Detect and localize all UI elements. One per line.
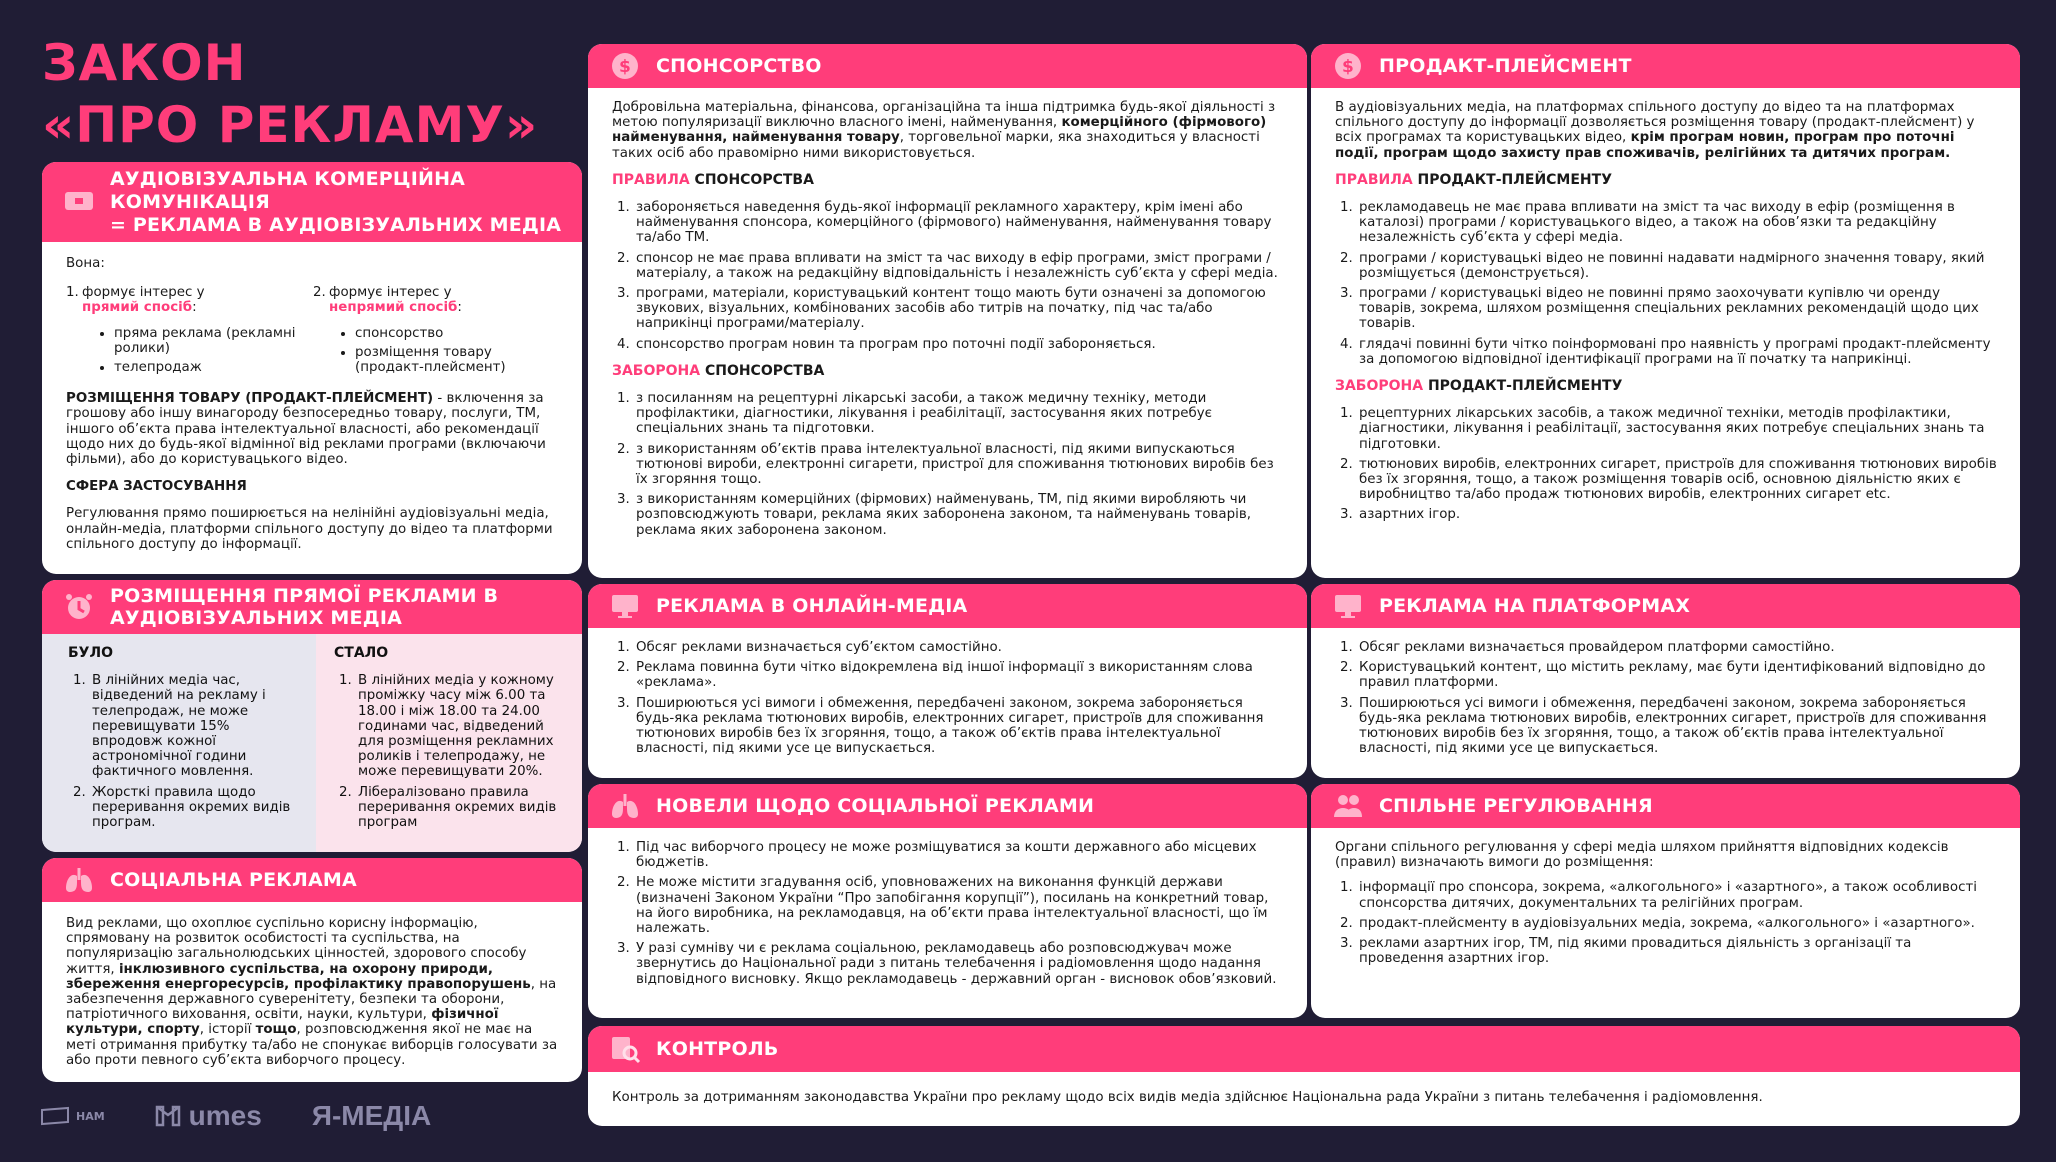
svg-text:$: $	[1341, 57, 1355, 77]
list-item: 3. Поширюються усі вимоги і обмеження, передбачені законом, зокрема забороняється будь-яка реклама тютюнових виробів, електронних сигарет, пристроїв для споживання тютюнових виробів без їх згоряння, тощо, а також об’єктів права інтелектуальної власності, під якими усе це випускається.	[634, 696, 1285, 757]
avk-scope-text: Регулювання прямо поширюється на нелінійні аудіовізуальні медіа, онлайн-медіа, платформи спільного доступу до відео та платформи спільного доступу до інформації.	[66, 506, 553, 552]
direct-ads-card	[42, 580, 582, 852]
list-item: • розміщення товару (продакт-плейсмент)	[355, 345, 560, 375]
lungs-icon	[62, 863, 96, 897]
lungs-icon	[608, 789, 642, 823]
screen-icon	[62, 185, 96, 219]
list-item: • пряма реклама (рекламні ролики)	[114, 326, 313, 356]
search-icon	[608, 1032, 642, 1066]
avk-col2-a: формує інтерес у	[329, 285, 452, 301]
dollar-icon	[1331, 49, 1365, 83]
co-regulation-intro: Органи спільного регулювання у сфері медіа шляхом прийняття відповідних кодексів (правил) визначають вимоги до розміщення:	[1335, 840, 1949, 871]
avk-scope-title: СФЕРА ЗАСТОСУВАННЯ	[66, 479, 247, 495]
list-item: 2. тютюнових виробів, електронних сигарет, пристроїв для споживання тютюнових виробів без їх згоряння, тощо, а також розміщення товарів осіб, основною діяльністю яких є виробництво та/або продаж тютюнових виробів, електронних сигарет etc.	[1357, 457, 1998, 503]
product-placement-header	[1311, 44, 2020, 88]
sponsorship-title: СПОНСОРСТВО	[656, 55, 822, 77]
list-item: 2. продакт-плейсменту в аудіовізуальних медіа, зокрема, «алкогольного» і «азартного».	[1357, 916, 1998, 931]
list-item: 2. Жорсткі правила щодо переривання окремих видів програм.	[90, 785, 298, 831]
co-regulation-header	[1311, 784, 2020, 828]
list-item: 4. глядачі повинні бути чітко поінформовані про наявність у програмі продакт-плейсменту за допомогою відповідної ідентифікації програми на її початку та наприкінці.	[1357, 337, 1998, 367]
list-item: 1. Обсяг реклами визначається суб’єктом самостійно.	[634, 640, 1285, 655]
list-item: 4. спонсорство програм новин та програм про поточні події забороняється.	[634, 337, 1285, 352]
avk-pp-title: РОЗМІЩЕННЯ ТОВАРУ (ПРОДАКТ-ПЛЕЙСМЕНТ)	[66, 391, 434, 407]
sponsorship-rules-title: ПРАВИЛА СПОНСОРСТВА	[612, 171, 814, 188]
list-item: 3. У разі сумніву чи є реклама соціальною, рекламодавець або розповсюджувач може звернутись до Національної ради з питань телебачення і радіомовлення щодо надання відповідного висновку. Якщо рекламодавець - державний орган - висновок обов’язковий.	[634, 941, 1285, 987]
list-item: 1. рецептурних лікарських засобів, а також медичної техніки, методів профілактики, діагностики, лікування і реабілітації, застосування яких потребує спеціальних знань та підготовки.	[1357, 406, 1998, 452]
avk-col1-a: формує інтерес у	[82, 285, 205, 301]
direct-ads-title: РОЗМІЩЕННЯ ПРЯМОЇ РЕКЛАМИ В АУДІОВІЗУАЛЬНИХ МЕДІА	[110, 585, 499, 629]
title-line-2: «ПРО РЕКЛАМУ»	[42, 96, 539, 154]
monitor-icon	[608, 589, 642, 623]
list-item: 2. програми / користувацькі відео не повинні надавати надмірного значення товару, який розміщується (демонструється).	[1357, 251, 1998, 281]
nam-logo-mark	[40, 1106, 70, 1126]
list-item: 2. Користувацький контент, що містить рекламу, має бути ідентифікований відповідно до правил платформи.	[1357, 660, 1998, 690]
control-text: Контроль за дотриманням законодавства України про рекламу щодо всіх видів медіа здійснює Національна рада України з питань телебачення і радіомовлення.	[612, 1090, 1763, 1105]
sponsorship-header	[588, 44, 1307, 88]
list-item: 1. В лінійних медіа час, відведений на рекламу і телепродаж, не може перевищувати 15% впродовж кожної астрономічної години фактичного мовлення.	[90, 673, 298, 779]
list-item: 1. В лінійних медіа у кожному проміжку часу між 6.00 та 18.00 і між 18.00 та 24.00 годинами час, відведений для розміщення рекламних роликів і телепродажу, не може перевищувати 20%.	[356, 673, 564, 779]
sponsorship-intro: Добровільна матеріальна, фінансова, організаційна та інша підтримка будь-якої діяльності з метою популяризації виключно власного імені, найменування, комерційного (фірмового) найменування, найменування товару, торговельної марки, яка знаходиться у власності таких осіб або правомірно ними використовується.	[612, 100, 1276, 161]
list-item: 2. з використанням об’єктів права інтелектуальної власності, під якими випускаються тютюнові вироби, електронні сигарети, пристрої для споживання тютюнових виробів без їх згоряння тощо.	[634, 442, 1285, 488]
online-media-header	[588, 584, 1307, 628]
product-placement-rules-title: ПРАВИЛА ПРОДАКТ-ПЛЕЙСМЕНТУ	[1335, 171, 1612, 188]
avk-she: Вона:	[66, 256, 105, 271]
social-ads-card	[42, 858, 582, 1082]
list-item: 2. Реклама повинна бути чітко відокремлена від іншої інформації з використанням слова «реклама».	[634, 660, 1285, 690]
list-item: 1. забороняється наведення будь-якої інформації рекламного характеру, крім імені або найменування спонсора, комерційного (фірмового) найменування, найменування товару та/або ТМ.	[634, 200, 1285, 246]
online-media-card	[588, 584, 1307, 778]
list-item: 1. Під час виборчого процесу не може розміщуватися за кошти державного або місцевих бюджетів.	[634, 840, 1285, 870]
list-item: 1. з посиланням на рецептурні лікарські засоби, а також медичну техніку, методи профілактики, діагностики, лікування і реабілітації, застосування яких потребує спеціальних знань та підготовки.	[634, 391, 1285, 437]
list-item: 3. програми / користувацькі відео не повинні прямо заохочувати купівлю чи оренду товарів, зокрема, шляхом розміщення спеціальних рекламних рекомендацій щодо цих товарів.	[1357, 286, 1998, 332]
people-icon	[1331, 789, 1365, 823]
list-item: 1. інформації про спонсора, зокрема, «алкогольного» і «азартного», а також особливості спонсорства дитячих, документальних та релігійних програм.	[1357, 880, 1998, 910]
avk-title: АУДІОВІЗУАЛЬНА КОМЕРЦІЙНА КОМУНІКАЦІЯ	[110, 167, 466, 213]
umes-logo-mark	[155, 1105, 181, 1127]
list-item: 3. з використанням комерційних (фірмових) найменувань, ТМ, під якими виробляють чи розповсюджують товари, реклама яких заборонена законом, та найменувань товарів, реклама яких заборонена законом.	[634, 492, 1285, 538]
dollar-icon	[608, 49, 642, 83]
list-item: • телепродаж	[114, 360, 313, 375]
product-placement-title: ПРОДАКТ-ПЛЕЙСМЕНТ	[1379, 55, 1632, 77]
direct-ads-header	[42, 580, 582, 634]
avk-subtitle: = РЕКЛАМА В АУДІОВІЗУАЛЬНИХ МЕДІА	[110, 213, 562, 236]
social-ads-title: СОЦІАЛЬНА РЕКЛАМА	[110, 869, 357, 891]
monitor-icon	[1331, 589, 1365, 623]
co-regulation-card	[1311, 784, 2020, 1018]
alarm-clock-icon	[62, 590, 96, 624]
title-line-1: ЗАКОН	[42, 34, 247, 92]
list-item: 2. Не може містити згадування осіб, уповноважених на виконання функцій держави (визначені Законом України “Про запобігання корупції”), посилань на конкретний товар, на його виробника, на рекламодавця, на об’єкти права інтелектуальної власності, що їм належать.	[634, 875, 1285, 936]
product-placement-intro: В аудіовізуальних медіа, на платформах спільного доступу до відео та на платформах спільного доступу до інформації дозволяється розміщення товару (продакт-плейсмент) у всіх програмах та користувацьких відео, крім програм новин, програм про поточні події, програм щодо захисту прав споживачів, релігійних та дитячих програм.	[1335, 100, 1975, 161]
list-item: 1. Обсяг реклами визначається провайдером платформи самостійно.	[1357, 640, 1998, 655]
nam-logo: НАМ	[40, 1106, 105, 1126]
before-column	[42, 634, 316, 852]
social-ads-header	[42, 858, 582, 902]
control-card	[588, 1026, 2020, 1126]
online-media-title: РЕКЛАМА В ОНЛАЙН-МЕДІА	[656, 595, 968, 617]
product-placement-ban-title: ЗАБОРОНА ПРОДАКТ-ПЛЕЙСМЕНТУ	[1335, 378, 1623, 395]
after-title: СТАЛО	[334, 645, 389, 661]
social-novels-card	[588, 784, 1307, 1018]
list-item: 3. Поширюються усі вимоги і обмеження, передбачені законом, зокрема забороняється будь-яка реклама тютюнових виробів, електронних сигарет, пристроїв для споживання тютюнових виробів без їх згоряння, тощо, а також об’єктів права інтелектуальної власності, під якими усе це випускається.	[1357, 696, 1998, 757]
avk-card: АУДІОВІЗУАЛЬНА КОМЕРЦІЙНА КОМУНІКАЦІЯ = РЕКЛАМА В АУДІОВІЗУАЛЬНИХ МЕДІА Вона: 1. формує інтерес у прямий спосіб: • пряма реклама (рекламні ролики) • телепродаж 2. формує інтерес у непрямий спосіб: • спонсорство • розміщення товару (продакт-плейсмент) РОЗМІЩЕННЯ ТОВАРУ (ПРОДАКТ-ПЛЕЙСМЕНТ) - включення за грошову або іншу винагороду безпосередньо товару, послуги, ТМ, іншого об’єкта права інтелектуальної власності, або рекомендації щодо них до будь-якої відмінної від реклами програми (включаючи фільми), або до користувацького відео. СФЕРА ЗАСТОСУВАННЯ Регулювання прямо поширюється на нелінійні аудіовізуальні медіа, онлайн-медіа, платформи спільного доступу до відео та платформи спільного доступу до інформації.	[42, 162, 582, 574]
svg-text:$: $	[618, 57, 632, 77]
list-item: 3. програми, матеріали, користувацький контент тощо мають бути означені за допомогою звукових, візуальних, комбінованих засобів або титрів на початку, під час та/або наприкінці програми/матеріалу.	[634, 286, 1285, 332]
co-regulation-title: СПІЛЬНЕ РЕГУЛЮВАННЯ	[1379, 795, 1653, 817]
platforms-header	[1311, 584, 2020, 628]
platforms-card	[1311, 584, 2020, 778]
avk-col2-b: непрямий спосіб	[329, 300, 458, 316]
list-item: 2. спонсор не має права впливати на зміст та час виходу в ефір програми, зміст програми / матеріалу, а також на редакційну відповідальність і незалежність суб’єкта у сфері медіа.	[634, 251, 1285, 281]
product-placement-card	[1311, 44, 2020, 578]
partner-logos	[40, 1100, 431, 1132]
platforms-title: РЕКЛАМА НА ПЛАТФОРМАХ	[1379, 595, 1691, 617]
after-column	[316, 634, 582, 852]
avk-pp-text: - включення за грошову або іншу винагороду безпосередньо товару, послуги, ТМ, іншого об’єкта права інтелектуальної власності, або рекомендації щодо них до будь-якої відмінної від реклами програми (включаючи фільми), або до користувацького відео.	[66, 391, 546, 468]
social-novels-title: НОВЕЛИ ЩОДО СОЦІАЛЬНОЇ РЕКЛАМИ	[656, 795, 1095, 817]
avk-col1-b: прямий спосіб	[82, 300, 193, 316]
avk-card-header	[42, 162, 582, 242]
umes-logo: umes	[155, 1100, 262, 1132]
control-title: КОНТРОЛЬ	[656, 1038, 779, 1060]
social-ads-text: Вид реклами, що охоплює суспільно корисну інформацію, спрямовану на розвиток особистості та суспільства, на популяризацію загальнолюдських цінностей, здорового способу життя, інклюзивного суспільства, на охорону природи, збереження енергоресурсів, профілактику правопорушень, на забезпечення державного суверенітету, безпеки та оборони, патріотичного виховання, освіти, науки, культури, фізичної культури, спорту, історії тощо, розповсюдження якої не має на меті отримання прибутку та/або не спонукає виборців голосувати за або проти певного суб’єкта виборчого процесу.	[66, 916, 558, 1068]
list-item: 1. рекламодавець не має права впливати на зміст та час виходу в ефір (розміщення в каталозі) програми / користувацького відео, а також на обов’язки та редакційну незалежність суб’єкта у сфері медіа.	[1357, 200, 1998, 246]
sponsorship-card	[588, 44, 1307, 578]
sponsorship-ban-title: ЗАБОРОНА СПОНСОРСТВА	[612, 362, 825, 379]
list-item: 2. Лібералізовано правила переривання окремих видів програм	[356, 785, 564, 831]
ya-media-logo: Я-МЕДІА	[311, 1100, 432, 1131]
list-item: 3. реклами азартних ігор, ТМ, під якими провадиться діяльність з організації та проведення азартних ігор.	[1357, 936, 1998, 966]
list-item: 3. азартних ігор.	[1357, 507, 1998, 522]
page-title	[42, 32, 582, 156]
control-header	[588, 1026, 2020, 1072]
list-item: • спонсорство	[355, 326, 560, 341]
before-title: БУЛО	[68, 645, 113, 661]
social-novels-header	[588, 784, 1307, 828]
